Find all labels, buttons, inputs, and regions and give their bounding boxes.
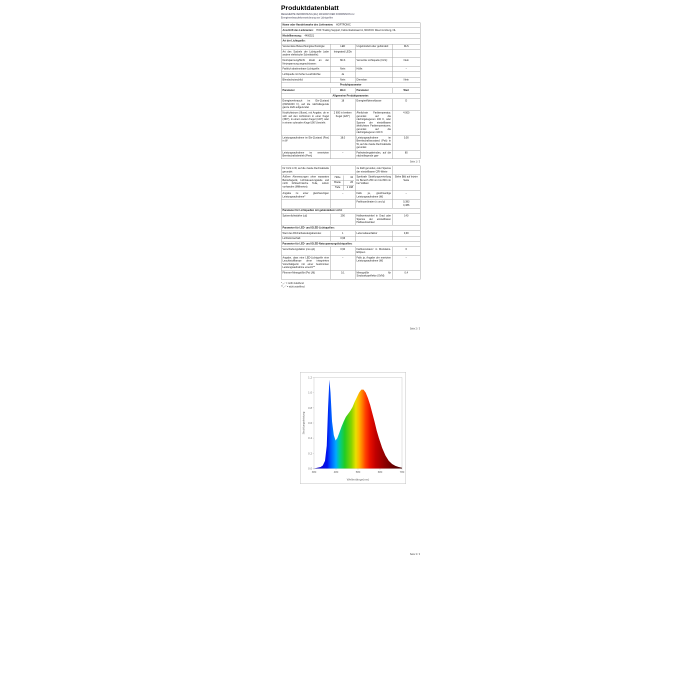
table-cell: Leistungsaufnahme im vernetzten Bereitschaftsbetrieb (Pnet): [282, 151, 329, 158]
table-row: [281, 99, 420, 111]
table-cell: Siehe Bild auf letzter Seite: [392, 175, 420, 191]
dimension-value: 34: [344, 176, 354, 181]
table-cell: Wert: [330, 88, 355, 93]
table-cell: 0,00: [392, 135, 420, 150]
dimensions-subtable: [332, 176, 355, 190]
table-cell: Integrated LEDs: [330, 49, 355, 58]
table-cell: 0,90: [330, 247, 355, 256]
table-row: [281, 166, 420, 175]
table-cell: Angabe zu einer gleichwertigen Leistungsaufnahme*: [282, 192, 329, 199]
table-cell: [330, 166, 355, 175]
table-cell: 4 000: [392, 110, 420, 135]
table-row: [281, 150, 420, 159]
table-row: [281, 191, 420, 200]
footnotes: [281, 281, 420, 288]
table-cell: 2 600 in breitem Kegel (120°): [330, 110, 355, 135]
table-cell: Ungebündelt oder gebündelt:: [355, 44, 392, 49]
table-cell: 0,1: [330, 270, 355, 279]
table-cell: Lebensdauerfaktor: [355, 231, 392, 236]
table-cell: Hülle:: [355, 67, 392, 72]
table-cell: Nein: [330, 67, 355, 72]
table-cell: –: [330, 255, 355, 270]
table-cell: [392, 166, 420, 175]
axis-text: 680: [377, 471, 383, 475]
table-row: [281, 58, 420, 67]
table-cell: Farbkonsistenz in McAdams-Ellipsen: [356, 247, 391, 255]
kv-value: HOFTRONIC: [333, 23, 351, 27]
dimension-name: Höhe: [332, 176, 344, 181]
table-cell: D: [392, 99, 420, 111]
table-cell: Farblich abstimmbare Lichtquelle:: [281, 67, 330, 72]
axis-text: 1.2: [308, 376, 312, 380]
datasheet-table-page1: [281, 22, 421, 159]
axis-text: 1.0: [308, 391, 312, 395]
axis-text: 0.4: [308, 437, 312, 441]
table-cell: Energieverbrauch im Ein-Zustand (kWh/1000 h), auf die nächstliegende ganze Zahl aufgerundet: [282, 99, 329, 110]
axis-text: 0.6: [308, 422, 312, 426]
table-cell: Ja: [330, 72, 355, 77]
table-cell: Energieeffizienzklasse: [355, 99, 392, 111]
table-cell: 0,90: [392, 231, 420, 236]
table-cell: 0,4: [392, 270, 420, 279]
table-cell: MLS: [330, 58, 355, 67]
table-cell: ze Zahl gerundet, oder Spanne der einstellbaren CRI-Werte: [356, 167, 391, 174]
table-row: [281, 135, 420, 150]
table-cell: [355, 49, 392, 58]
section-header: Produktparameter: [281, 83, 420, 88]
page2-footer: Seite 2 / 3: [409, 327, 420, 331]
table-cell: Ähnlichste Farbtemperatur, gerundet auf die nächstgelegenen 100 K, oder Spanne der einstellbaren ähnlichsten Farbtemperaturen, gerundet auf die nächstgelegenen 100 K: [356, 111, 391, 134]
section-header: Parameter für Lichtquellen mit gebündeltem Licht:: [281, 208, 420, 213]
table-cell: 80: [392, 150, 420, 159]
axis-text: Strahlungsleistung: [302, 411, 306, 435]
regulation-line-2: Energieverbrauchskennzeichnung von Lichtquellen: [281, 16, 333, 19]
table-cell: Art des Sockels der Lichtquelle (oder andere elektrische Schnittstelle):: [282, 50, 329, 57]
table-row: [281, 247, 420, 256]
table-cell: Netzspannung/Nicht direkt an der Netzspannung angeschlossen:: [282, 59, 329, 66]
table-cell: Parameter: [281, 88, 330, 93]
table-cell: Nein: [392, 77, 420, 82]
kv-value: HOF Trading Support, Fahrenheitstraat 11, 6003 DC Weert Limburg, NL: [313, 29, 396, 33]
table-cell: Falls ja, gleichwertige Leistungsaufnahme (W): [356, 192, 391, 199]
section-header: Allgemeine Produktparameter:: [281, 93, 420, 98]
table-cell: 18,0: [330, 135, 355, 150]
cell-line: 0,383: [403, 200, 410, 204]
dimension-value: 26: [344, 180, 354, 185]
cell-line: 0,386: [403, 203, 410, 207]
dimension-value: 1 198: [344, 185, 354, 190]
axis-text: 0.0: [308, 467, 312, 471]
doc-title: Produktdatenblatt: [281, 4, 339, 12]
spectrum-area: [314, 380, 402, 469]
table-cell: Angabe, dass eine LED-Lichtquelle eine Leuchtstofflampe ohne integriertes Vorschaltgerät mit einer bestimmten Leistungsaufnahme ersetzt:**: [282, 256, 329, 270]
table-cell: Leistungsaufnahme im Ein-Zustand (Pon) in W: [281, 135, 330, 150]
table-cell: Nutzlichtstrom (Φuse), mit Angabe, ob er sich auf den Lichtstrom in einer Kugel (360°), in einem weiten Kegel (120°) oder in einem schmalen Kegel (90°) bezieht: [281, 110, 330, 135]
axis-text: 0.8: [308, 406, 312, 410]
table-row: [281, 49, 420, 58]
table-row: [281, 110, 420, 135]
spectral-chart-svg: [301, 373, 406, 484]
section-header: Parameter für LED- und OLED-Lichtquellen:: [281, 225, 420, 230]
kv-value: 4400521: [301, 34, 315, 38]
table-cell: 140: [392, 214, 420, 226]
table-cell: 1: [330, 231, 355, 236]
table-cell: [281, 200, 330, 209]
dimension-name: Breite: [332, 180, 344, 185]
table-cell: Verschiebungsfaktor (cos φ1): [281, 247, 330, 256]
regulation-line-1: DELEGIERTE VERORDNUNG (EU) 2019/2015 DER KOMMISSION zur: [281, 13, 355, 16]
table-row: [281, 214, 420, 226]
table-row: [281, 200, 420, 209]
table-cell: Dimmbar:: [355, 77, 392, 82]
regulation-text: [281, 13, 420, 20]
table-cell: Halbwertswinkel in Grad oder Spanne der einstellbaren Halbwertswinkel: [356, 214, 391, 225]
dimension-name: Tiefe: [334, 186, 341, 190]
table-cell: 0,96: [330, 236, 355, 241]
table-cell: Äußere Abmessungen ohne separates Betriebsgerät, Lichtsteuerungsteile und nicht lichttechnische Teile, sofern vorhanden (Millimeter):: [281, 175, 330, 191]
table-cell: 290: [330, 214, 355, 226]
table-cell: Verwendete Beleuchtungstechnologie:: [281, 44, 330, 49]
table-cell: Leistungsaufnahme im Bereitschaftszustand (Psb) in W, auf die zweite Dezimalstelle gerundet: [356, 136, 391, 150]
footnote-2: ** „–“ = nicht zutreffend: [281, 285, 305, 288]
section-header: Parameter für LED- und OLED-Netzspannungslichtquellen:: [281, 241, 420, 246]
table-cell: DLS: [392, 44, 420, 49]
datasheet-table-page2: [281, 166, 421, 280]
table-cell: Farbwiedergabeindex, auf die nächstliegende gan-: [356, 151, 391, 158]
table-cell: 18: [330, 99, 355, 111]
table-cell: Nein: [392, 58, 420, 67]
kv-label: Modellkennung:: [282, 34, 302, 38]
table-cell: Flimmer-Messgröße (Pst LM): [281, 270, 330, 279]
table-cell: Farbkoordinaten (x und y): [355, 200, 392, 209]
table-cell: Lichtquelle mit hoher Leuchtdichte:: [281, 72, 330, 77]
table-row: [281, 255, 420, 270]
table-cell: [392, 49, 420, 58]
table-row: [281, 270, 420, 279]
table-row: [281, 175, 420, 191]
table-cell: Nein: [330, 77, 355, 82]
page3-footer: Seite 3 / 3: [409, 553, 420, 556]
table-cell: Blendschutzschild:: [281, 77, 330, 82]
section-header: Art der Lichtquelle:: [281, 39, 420, 44]
table-cell: Falls ja, Angabe der ersetzten Leistungsaufnahme (W): [355, 255, 392, 270]
axis-text: 580: [355, 471, 361, 475]
page1-footer: Seite 1 / 3: [409, 160, 420, 164]
table-cell: [330, 200, 355, 209]
table-cell: 6: [392, 247, 420, 256]
table-cell: –: [330, 150, 355, 159]
spectral-distribution-chart: [300, 372, 406, 484]
footnote-1: * „–“ = nicht zutreffend: [281, 281, 304, 285]
table-cell: Parameter: [355, 88, 392, 93]
table-cell: Vernetzte Lichtquelle (CLS):: [355, 58, 392, 67]
table-cell: Wert des R9-Farbwiedergabeindex: [281, 231, 330, 236]
axis-text: 780: [399, 471, 405, 475]
table-cell: Spitzenlichtstärke (cd): [281, 214, 330, 226]
table-cell: Lichtstromerhalt: [281, 236, 330, 241]
table-cell: [330, 175, 355, 191]
axis-text: 380: [311, 471, 317, 475]
axis-text: 0.2: [308, 452, 312, 456]
table-cell: Wert: [392, 88, 420, 93]
table-cell: Messgröße für Stroboskopeffekte (SVM): [356, 271, 391, 278]
table-cell: [392, 200, 420, 209]
table-cell: –: [392, 67, 420, 72]
kv-label: Anschrift des Lieferanten:: [282, 29, 314, 33]
dimension-row: [332, 185, 355, 190]
kv-label: Name oder Handelsmarke des Lieferanten:: [282, 23, 334, 27]
axis-text: Wellenlänge(nm): [346, 477, 370, 482]
table-cell: –: [392, 255, 420, 270]
table-cell: für CLS in W, auf die zweite Dezimalstelle gerundet: [282, 167, 329, 174]
table-cell: Spektrale Strahlungsverteilung im Bereich 250 nm bis 800 nm bei Volllast: [355, 175, 392, 191]
datasheet-content: [281, 0, 420, 556]
table-cell: –: [330, 191, 355, 200]
table-cell: –: [392, 191, 420, 200]
axis-text: 480: [333, 471, 339, 475]
table-cell: LED: [330, 44, 355, 49]
